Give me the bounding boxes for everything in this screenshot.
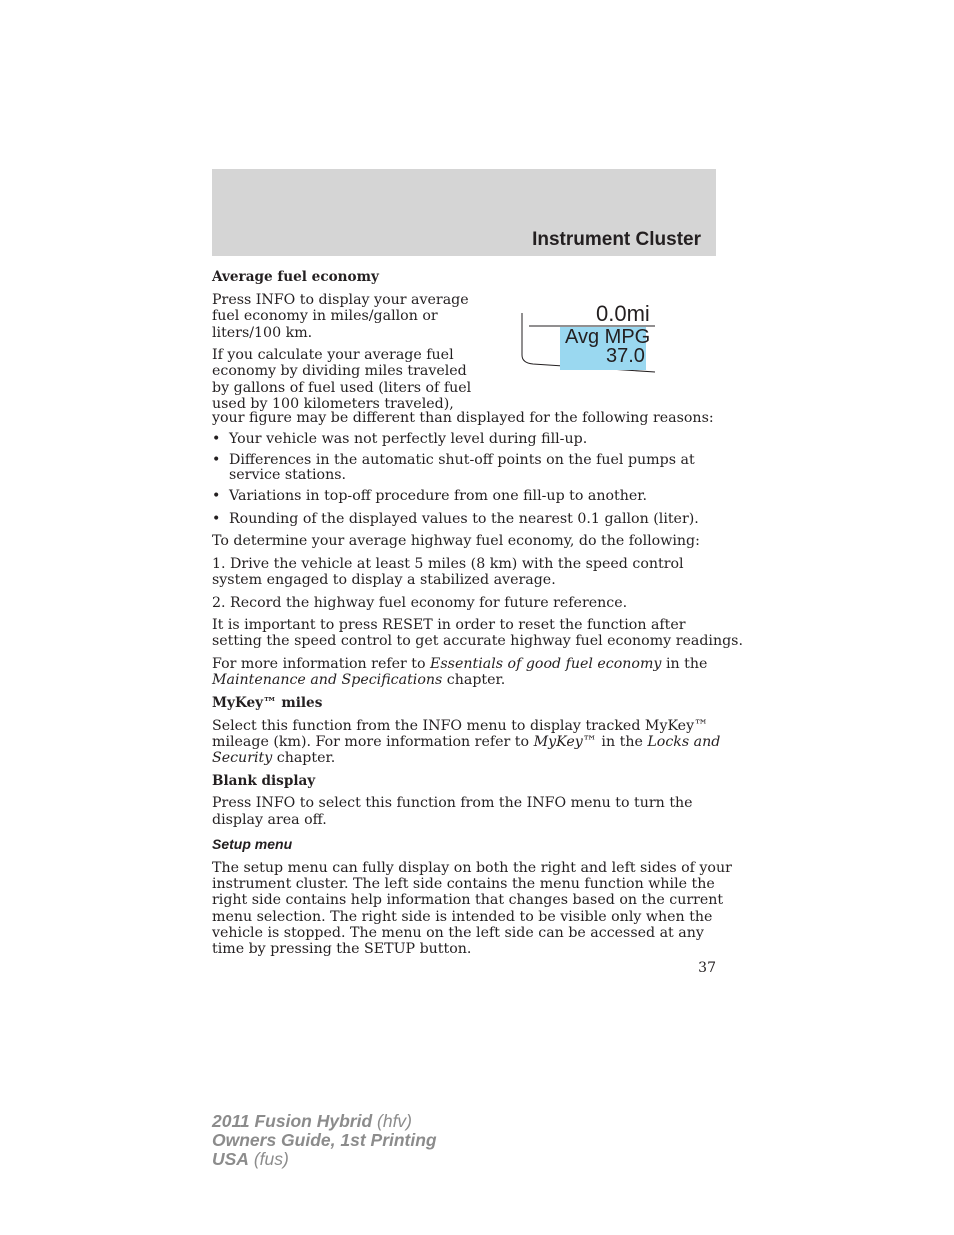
heading-average-fuel-economy: Average fuel economy: [212, 269, 379, 285]
step1-l2: system engaged to display a stabilized average.: [212, 572, 556, 588]
mykey-l3: Security chapter.: [212, 750, 336, 766]
bullet-item-cont: service stations.: [229, 467, 347, 483]
bullet-icon: •: [212, 488, 221, 504]
avg-para2-l2: economy by dividing miles traveled: [212, 363, 467, 379]
footer-line-1: 2011 Fusion Hybrid (hfv): [212, 1111, 413, 1131]
reset-l2: setting the speed control to get accurate highway fuel economy readings.: [212, 633, 743, 649]
avg-para2-l4: used by 100 kilometers traveled),: [212, 396, 454, 412]
more-info-l2: Maintenance and Specifications chapter.: [212, 672, 506, 688]
display-avg-mpg-value: 37.0: [606, 345, 645, 367]
section-title: Instrument Cluster: [532, 229, 701, 250]
reset-l1: It is important to press RESET in order to reset the function after: [212, 617, 686, 633]
setup-l1: The setup menu can fully display on both the right and left sides of your: [212, 860, 732, 876]
avg-para2-l5: your figure may be different than displayed for the following reasons:: [212, 410, 714, 426]
footer-line-2: Owners Guide, 1st Printing: [212, 1130, 437, 1150]
bullet-item: • Rounding of the displayed values to the nearest 0.1 gallon (liter).: [212, 511, 699, 527]
bullet-item: • Variations in top-off procedure from one fill-up to another.: [212, 488, 648, 504]
avg-para2-l3: by gallons of fuel used (liters of fuel: [212, 380, 472, 396]
page-number: 37: [698, 960, 716, 976]
section-header-band: [212, 169, 716, 256]
avg-para1-l1: Press INFO to display your average: [212, 292, 469, 308]
blank-l1: Press INFO to select this function from the INFO menu to turn the: [212, 795, 693, 811]
avg-para2-l1: If you calculate your average fuel: [212, 347, 454, 363]
heading-mykey-miles: MyKey™ miles: [212, 695, 323, 711]
bullet-item: • Your vehicle was not perfectly level during fill-up.: [212, 431, 588, 447]
avg-para1-l2: fuel economy in miles/gallon or: [212, 308, 438, 324]
display-trip-reading: 0.0mi: [596, 301, 650, 326]
setup-l6: time by pressing the SETUP button.: [212, 941, 472, 957]
footer-line-3: USA (fus): [212, 1149, 289, 1169]
more-info-l1: For more information refer to Essentials of good fuel economy in the: [212, 656, 708, 672]
display-avg-mpg-label: Avg MPG: [565, 326, 651, 348]
setup-l5: vehicle is stopped. The menu on the left side can be accessed at any: [212, 925, 704, 941]
bullet-item: • Differences in the automatic shut-off points on the fuel pumps at: [212, 452, 695, 468]
setup-l3: right side contains help information that changes based on the current: [212, 892, 724, 908]
step1-l1: 1. Drive the vehicle at least 5 miles (8 km) with the speed control: [212, 556, 684, 572]
mykey-l2: mileage (km). For more information refer to MyKey™ in the Locks and: [212, 734, 721, 750]
mykey-l1: Select this function from the INFO menu to display tracked MyKey™: [212, 718, 709, 734]
avg-para1-l3: liters/100 km.: [212, 325, 313, 341]
determine-text: To determine your average highway fuel economy, do the following:: [212, 533, 700, 549]
bullet-icon: •: [212, 452, 221, 468]
setup-l4: menu selection. The right side is intended to be visible only when the: [212, 909, 713, 925]
heading-setup-menu: Setup menu: [212, 836, 293, 852]
bullet-icon: •: [212, 431, 221, 447]
blank-l2: display area off.: [212, 812, 327, 828]
heading-blank-display: Blank display: [212, 773, 316, 789]
bullet-icon: •: [212, 511, 221, 527]
setup-l2: instrument cluster. The left side contains the menu function while the: [212, 876, 715, 892]
step2-text: 2. Record the highway fuel economy for future reference.: [212, 595, 628, 611]
